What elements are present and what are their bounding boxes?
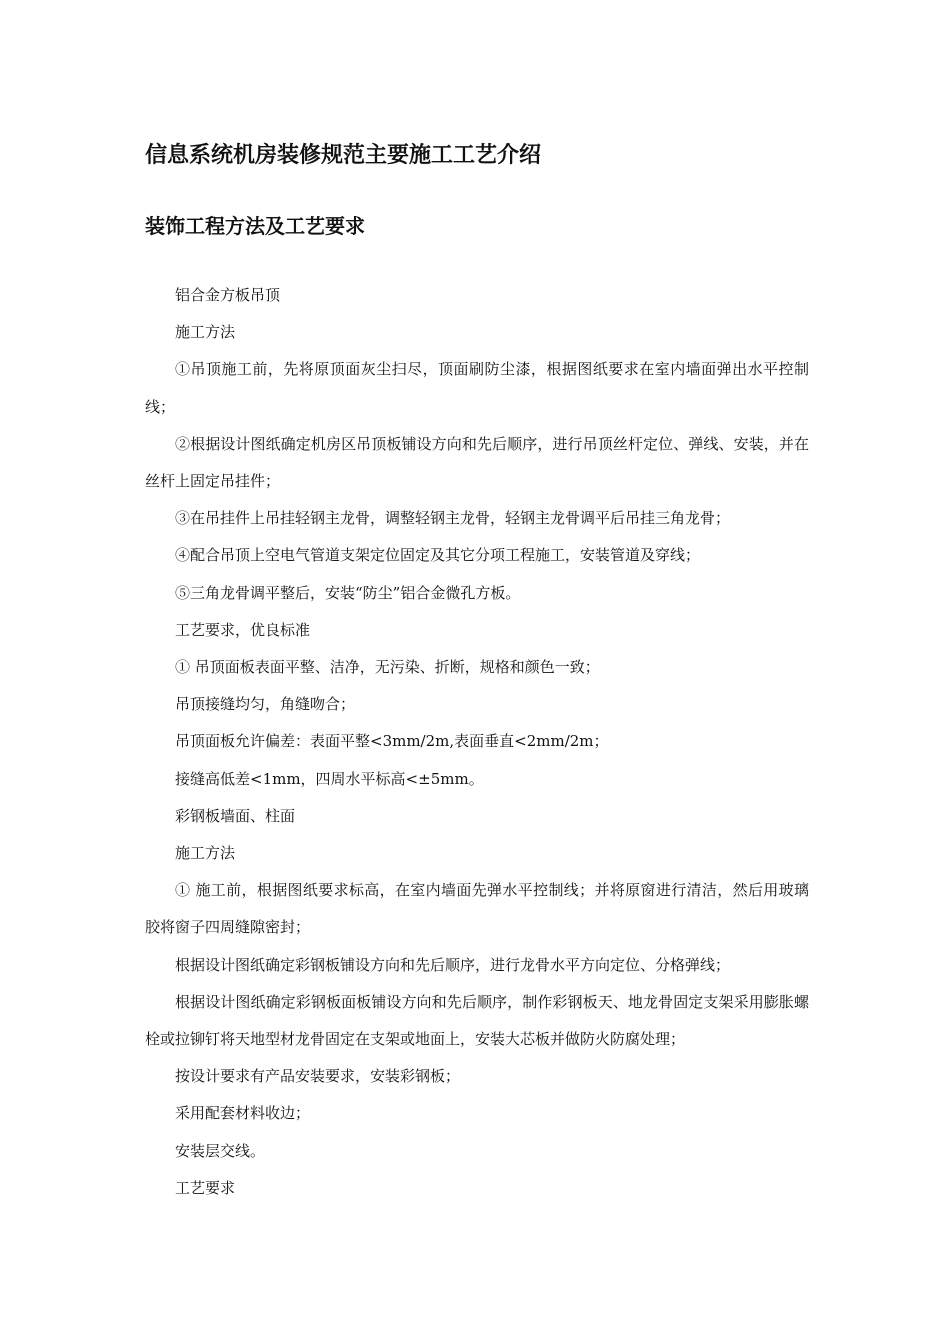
paragraph-requirement-3: 吊顶面板允许偏差：表面平整<3mm/2m,表面垂直<2mm/2m； [175,732,609,751]
paragraph-wall-heading: 彩钢板墙面、柱面 [175,806,296,825]
paragraph-step-1: ①吊顶施工前，先将原顶面灰尘扫尽，顶面刷防尘漆，根据图纸要求在室内墙面弹出水平控制线； [145,360,809,416]
paragraph-step-2: ②根据设计图纸确定机房区吊顶板铺设方向和先后顺序，进行吊顶丝杆定位、弹线、安装，并在丝杆上固定吊挂件； [145,434,809,491]
paragraph-wall-method-heading: 施工方法 [175,844,236,863]
document-title: 信息系统机房装修规范主要施工工艺介绍 [145,143,542,168]
paragraph-requirements-heading: 工艺要求，优良标准 [175,620,311,639]
paragraph-wall-step-6: 安装层交线。 [175,1141,266,1160]
paragraph-requirement-4: 接缝高低差<1mm，四周水平标高<±5mm。 [175,769,484,788]
paragraph-wall-requirements-heading: 工艺要求 [175,1178,236,1197]
paragraph-wall-step-2: 根据设计图纸确定彩钢板铺设方向和先后顺序，进行龙骨水平方向定位、分格弹线； [175,955,731,974]
paragraph-step-5: ⑤三角龙骨调平整后，安装“防尘”铝合金微孔方板。 [175,583,521,602]
document-body [145,277,809,1207]
paragraph-step-4: ④配合吊顶上空电气管道支架定位固定及其它分项工程施工，安装管道及穿线； [175,546,701,565]
paragraph-method-heading: 施工方法 [175,323,236,342]
paragraph-requirement-1: ① 吊顶面板表面平整、洁净，无污染、折断，规格和颜色一致； [175,658,600,677]
paragraph-ceiling-heading: 铝合金方板吊顶 [175,286,281,304]
paragraph-step-3: ③在吊挂件上吊挂轻钢主龙骨，调整轻钢主龙骨，轻钢主龙骨调平后吊挂三角龙骨； [175,509,731,528]
paragraph-requirement-2: 吊顶接缝均匀，角缝吻合； [175,695,356,714]
paragraph-wall-step-3: 根据设计图纸确定彩钢板面板铺设方向和先后顺序，制作彩钢板天、地龙骨固定支架采用膨胀螺栓或拉铆钉将天地型材龙骨固定在支架或地面上，安装大芯板并做防火防腐处理； [145,992,809,1049]
paragraph-wall-step-5: 采用配套材料收边； [175,1104,311,1123]
section-heading: 装饰工程方法及工艺要求 [145,214,365,238]
paragraph-wall-step-4: 按设计要求有产品安装要求，安装彩钢板； [175,1067,461,1086]
paragraph-wall-step-1: ① 施工前，根据图纸要求标高，在室内墙面先弹水平控制线；并将原窗进行清洁，然后用玻璃胶将窗子四周缝隙密封； [145,881,809,937]
